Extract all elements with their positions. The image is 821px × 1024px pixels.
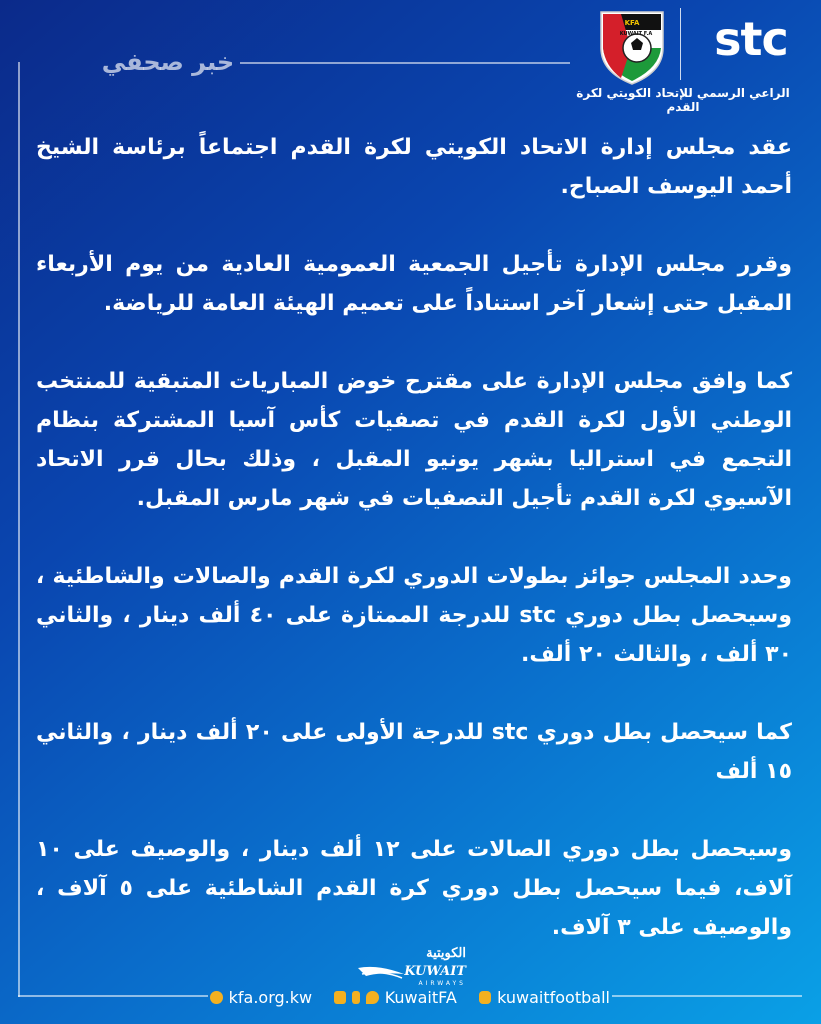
frame-bottom-left-line: [18, 995, 208, 997]
airline-name-en: KUWAIT: [404, 964, 466, 979]
kuwait-airways-logo: [356, 946, 466, 990]
press-release-tag: [98, 40, 238, 84]
press-release-body: [36, 128, 793, 940]
instagram-icon[interactable]: [479, 991, 492, 1004]
airways-swoosh-icon: [356, 954, 406, 984]
sponsor-tagline: الراعي الرسمي للإتحاد الكويتي لكرة القدم: [576, 86, 790, 114]
twitter-icon[interactable]: [366, 991, 379, 1004]
paragraph-6: وسيحصل بطل دوري الصالات على ١٢ ألف دينار ، والوصيف على ١٠ آلاف، فيما سيحصل بطل دوري كرة القدم الشاطئية على ٥ آلاف ، والوصيف على ٣ آلاف.: [36, 837, 793, 940]
frame-top-line: [240, 62, 570, 64]
crest-label: KUWAIT F.A: [619, 31, 653, 37]
paragraph-4: وحدد المجلس جوائز بطولات الدوري لكرة القدم والصالات والشاطئية ، وسيحصل بطل دوري stc للدرجة الممتازة على ٤٠ ألف دينار ، والثاني ٣٠ ألف ، والثالث ٢٠ ألف.: [36, 564, 792, 667]
airline-name-ar: الكويتية: [426, 946, 466, 961]
paragraph-5: كما سيحصل بطل دوري stc للدرجة الأولى على ٢٠ ألف دينار ، والثاني ١٥ ألف: [36, 720, 792, 784]
social-handle[interactable]: KuwaitFA: [384, 987, 457, 1007]
kuwait-fa-crest-icon: [591, 4, 673, 86]
paragraph-3: كما وافق مجلس الإدارة على مقترح خوض المباريات المتبقية للمنتخب الوطني الأول لكرة القدم في تصفيات كأس آسيا المشتركة بنظام التجمع في استراليا بشهر يونيو المقبل ، وذلك بحال قرر الاتحاد الآسيوي لكرة القدم تأجيل التصفيات في شهر مارس المقبل.: [36, 369, 792, 511]
svg-text:KFA: KFA: [624, 19, 640, 27]
web-icon: [210, 991, 223, 1004]
frame-bottom-right-line: [612, 995, 802, 997]
paragraph-2: وقرر مجلس الإدارة تأجيل الجمعية العمومية العادية من يوم الأربعاء المقبل حتى إشعار آخر استناداً على تعميم الهيئة العامة للرياضة.: [36, 252, 792, 316]
press-release-label: خبر صحفي: [101, 48, 235, 76]
website-link[interactable]: kfa.org.kw: [228, 987, 313, 1007]
stc-logo: stc: [714, 12, 788, 66]
airline-subtitle: AIRWAYS: [418, 980, 466, 987]
youtube-icon[interactable]: [334, 991, 347, 1004]
facebook-icon[interactable]: [352, 991, 360, 1004]
frame-left-line: [18, 62, 20, 997]
footer-contact-bar: [210, 985, 610, 1009]
header-divider: [680, 8, 681, 80]
instagram-handle[interactable]: kuwaitfootball: [497, 987, 610, 1007]
paragraph-1: عقد مجلس إدارة الاتحاد الكويتي لكرة القدم اجتماعاً برئاسة الشيخ أحمد اليوسف الصباح.: [36, 135, 792, 199]
